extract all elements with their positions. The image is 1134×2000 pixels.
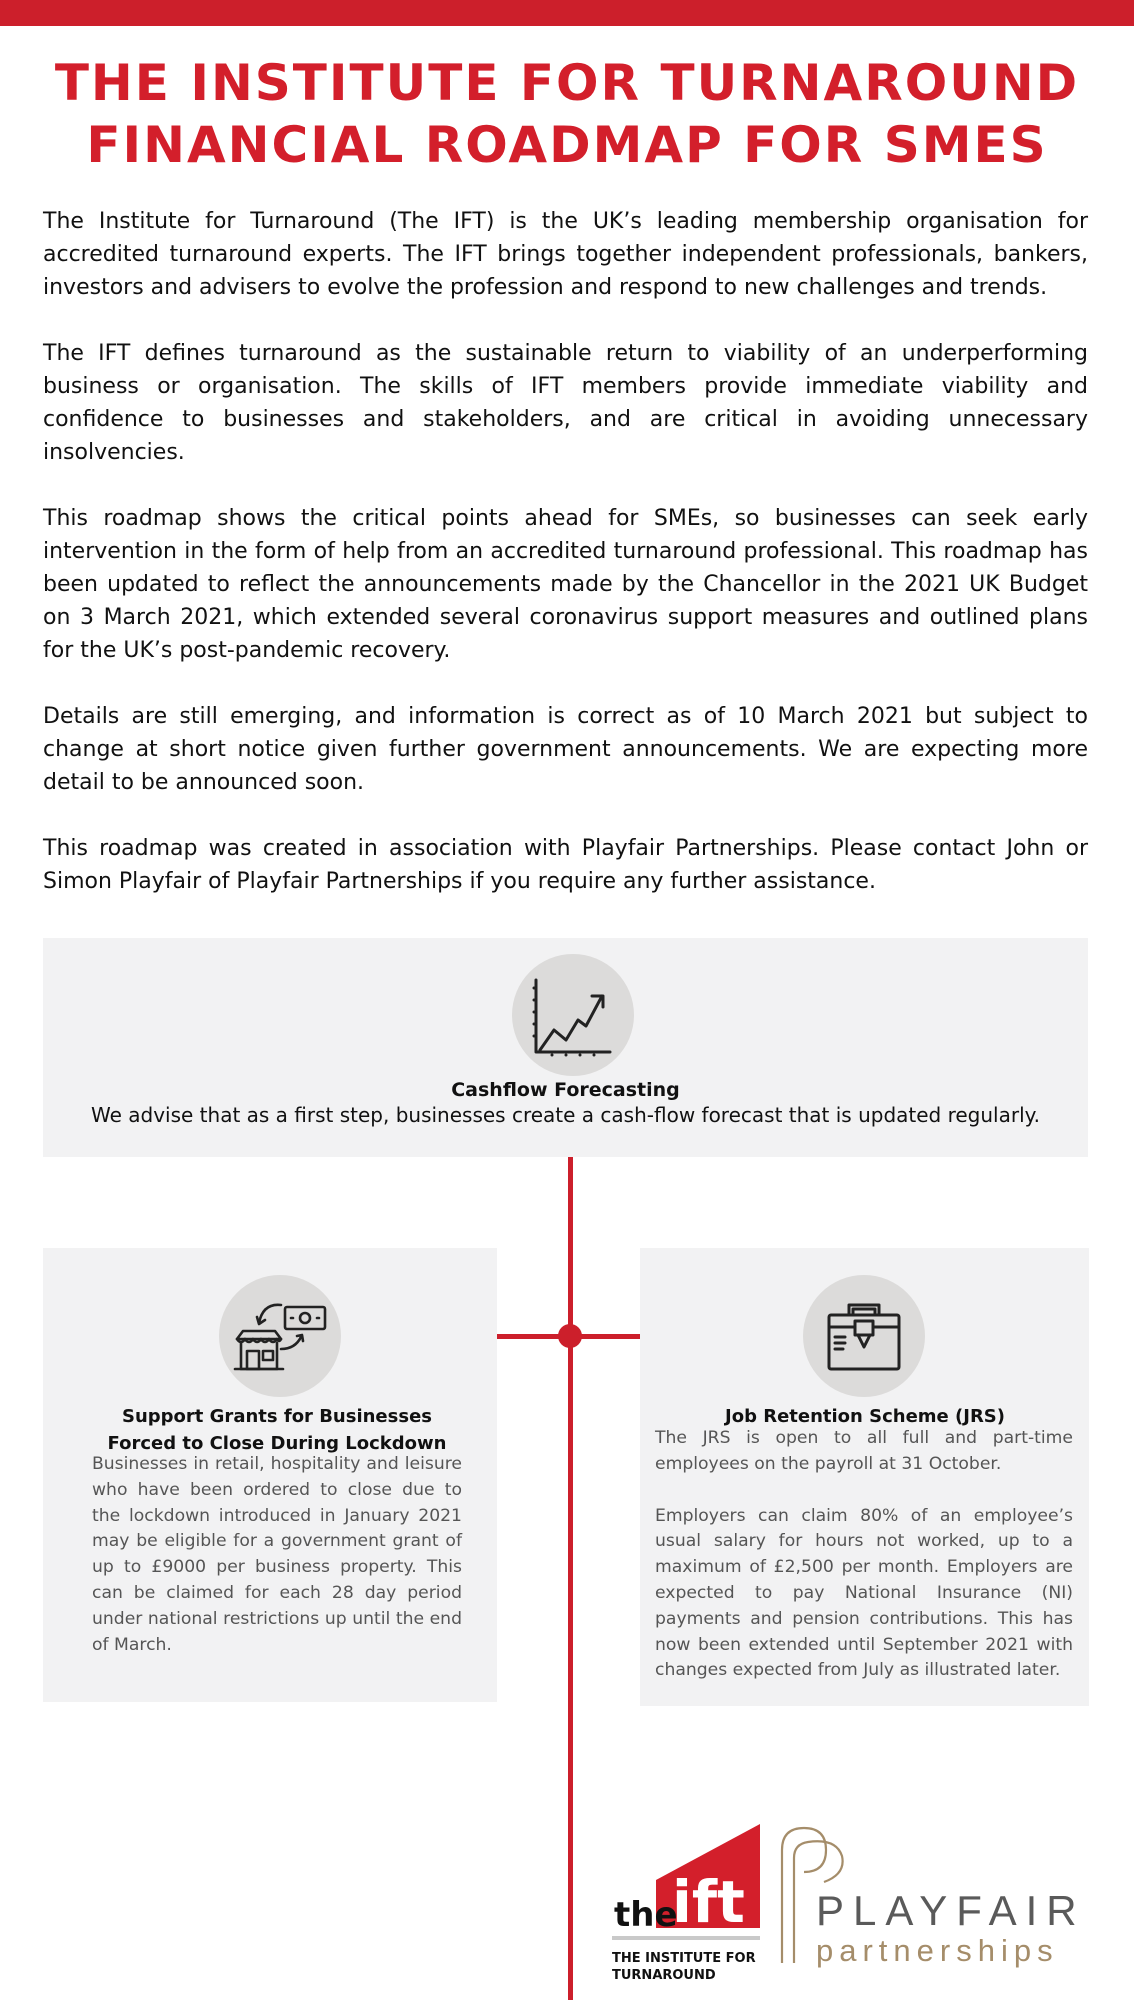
support-grants-title (93, 1403, 461, 1457)
intro-paragraph-5: This roadmap was created in association with Playfair Partnerships. Please contact John or Simon Playfair of Playfair Partnerships if you require any further assistance. (43, 836, 1088, 894)
jrs-description (655, 1426, 1073, 1710)
intro-paragraph-1: The Institute for Turnaround (The IFT) is the UK’s leading membership organisation for accredited turnaround experts. The IFT brings together independent professionals, bankers, investors and advisers to evolve the profession and respond to new challenges and trends. (43, 209, 1088, 300)
support-grants-title-line-1: Support Grants for Businesses (122, 1406, 432, 1427)
ift-caption-line-1: THE INSTITUTE FOR (612, 1951, 756, 1966)
ift-caption-line-2: TURNAROUND (612, 1968, 716, 1983)
briefcase-icon (803, 1275, 925, 1397)
cashflow-description: We advise that as a first step, businesses create a cash-flow forecast that is updated regularly. (90, 1103, 1040, 1127)
support-grants-title-line-2: Forced to Close During Lockdown (107, 1433, 447, 1454)
title-line-2: FINANCIAL ROADMAP FOR SMES (86, 116, 1048, 174)
intro-text (43, 205, 1088, 931)
intro-paragraph-2: The IFT defines turnaround as the sustainable return to viability of an underperforming business or organisation. The skills of IFT members provide immediate viability and confidence to businesses and stakeholders, and are critical in avoiding unnecessary insolvencies. (43, 341, 1088, 465)
support-grants-description (92, 1452, 462, 1684)
top-accent-bar (0, 0, 1134, 26)
ift-caption (612, 1950, 772, 1984)
intro-paragraph-4: Details are still emerging, and information is correct as of 10 March 2021 but subject to change at short notice given further government announcements. We are expecting more detail to be announced soon. (43, 704, 1088, 795)
title-line-1: THE INSTITUTE FOR TURNAROUND (54, 54, 1080, 112)
playfair-subtitle: partnerships (816, 1933, 1059, 1968)
playfair-name: PLAYFAIR (816, 1887, 1086, 1934)
roadmap-vertical-line (568, 1157, 573, 2000)
jrs-paragraph-2: Employers can claim 80% of an employee’s usual salary for hours not worked, up to a maximum of £2,500 per month. Employers are expected to pay National Insurance (NI) payments and pension contributions. This has now been extended until September 2021 with changes expected from July as illustrated later. (655, 1505, 1073, 1681)
intro-paragraph-3: This roadmap shows the critical points ahead for SMEs, so businesses can seek early intervention in the form of help from an accredited turnaround professional. This roadmap has been updated to reflect the announcements made by the Chancellor in the 2021 UK Budget on 3 March 2021, which extended several coronavirus support measures and outlined plans for the UK’s post-pandemic recovery. (43, 506, 1088, 663)
ift-word-text: ift (672, 1868, 745, 1936)
roadmap-junction-dot (558, 1324, 582, 1348)
shop-cash-icon (219, 1275, 341, 1397)
playfair-logo (774, 1818, 1114, 1978)
jrs-title: Job Retention Scheme (JRS) (725, 1406, 1005, 1427)
ift-the-text: the (614, 1895, 678, 1935)
line-chart-icon (512, 954, 634, 1076)
page-title (0, 52, 1134, 176)
ift-logo (612, 1818, 762, 1983)
cashflow-title: Cashflow Forecasting (451, 1079, 680, 1101)
support-grants-paragraph: Businesses in retail, hospitality and leisure who have been ordered to close due to the lockdown introduced in January 2021 may be eligible for a government grant of up to £9000 per business property. This can be claimed for each 28 day period under national restrictions up until the end of March. (92, 1454, 462, 1655)
jrs-paragraph-1: The JRS is open to all full and part-time employees on the payroll at 31 October. (655, 1428, 1073, 1474)
